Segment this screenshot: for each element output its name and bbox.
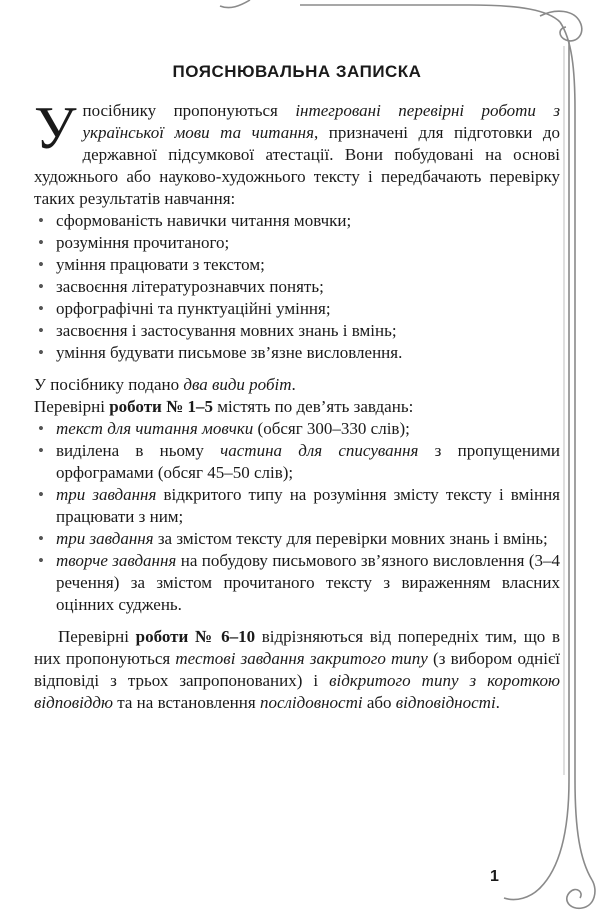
list-item: • виділена в ньому частина для списування з пропущеними орфограмами (обсяг 45–50 слів); <box>34 440 560 484</box>
page-content <box>34 62 560 714</box>
page-title: ПОЯСНЮВАЛЬНА ЗАПИСКА <box>172 62 422 81</box>
list-item: • текст для читання мовчки (обсяг 300–330 слів); <box>34 418 560 440</box>
list-item: • засвоєння і застосування мовних знань і вмінь; <box>34 320 560 342</box>
list-item: • три завдання за змістом тексту для перевірки мовних знань і вмінь; <box>34 528 560 550</box>
list-item: • творче завдання на побудову письмового зв’язного висловлення (3–4 речення) за змістом прочитаного тексту з вираженням власних оцінних суджень. <box>34 550 560 616</box>
list-item: • три завдання відкритого типу на розуміння змісту тексту і вміння працювати з ним; <box>34 484 560 528</box>
tasks-list <box>34 418 560 616</box>
works-1-5-paragraph: Перевірні роботи № 1–5 містять по дев’ять завдань: <box>34 397 414 416</box>
intro-paragraph: У посібнику пропонуються інтегровані перевірні роботи з української мови та читання, призначені для підготовки до державної підсумкової атестації. Вони побудовані на основі художнього або науково-художнього тексту і передбачають перевірку таких результатів навчання: <box>34 95 560 208</box>
work-types-paragraph: У посібнику подано два види робіт. <box>34 375 296 394</box>
learning-results-list <box>34 210 560 364</box>
works-6-10-paragraph: Перевірні роботи № 6–10 відрізняються від попередніх тим, що в них пропонуються тестові завдання закритого типу (з вибором однієї відповіді з трьох запропонованих) і відкритого типу з короткою відповіддю та на встановлення послідовності або відповідності. <box>34 627 561 712</box>
drop-cap: У <box>34 95 77 161</box>
list-item: • уміння працювати з текстом; <box>34 254 560 276</box>
list-item: • засвоєння літературознавчих понять; <box>34 276 560 298</box>
list-item: • сформованість навички читання мовчки; <box>34 210 560 232</box>
page-number: 1 <box>490 868 499 885</box>
list-item: • орфографічні та пунктуаційні уміння; <box>34 298 560 320</box>
list-item: • уміння будувати письмове зв’язне висловлення. <box>34 342 560 364</box>
list-item: • розуміння прочитаного; <box>34 232 560 254</box>
